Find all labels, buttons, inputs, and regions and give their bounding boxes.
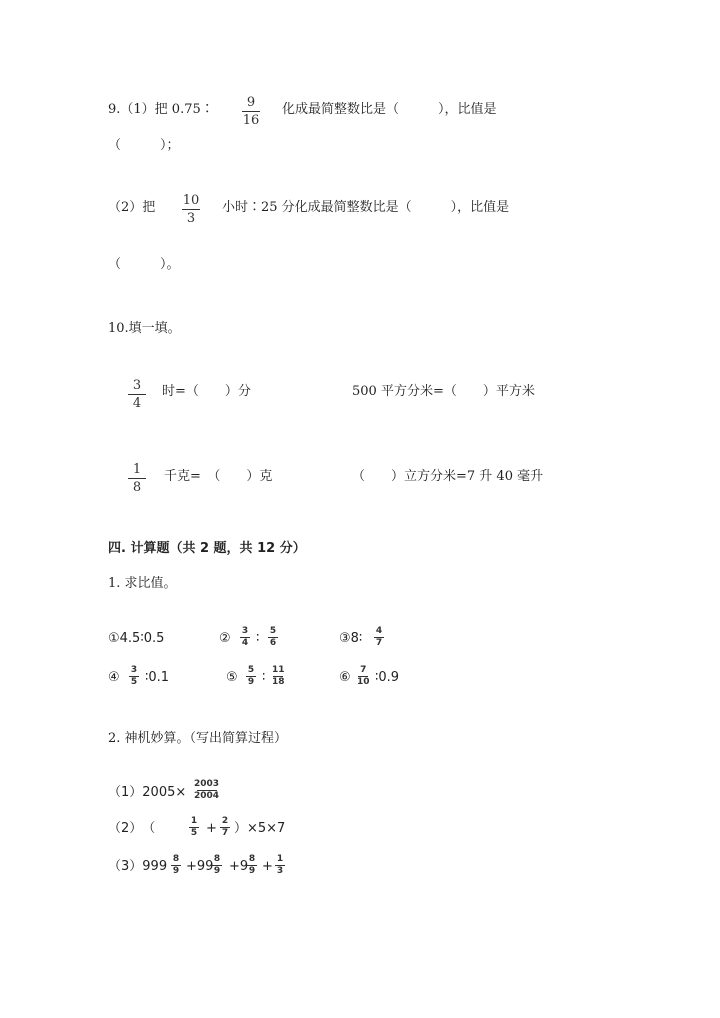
fraction-denominator: 16 — [242, 113, 260, 128]
fraction-numerator: 4 — [375, 626, 383, 636]
q2-title: 2. 神机妙算。（写出简算过程） — [108, 731, 288, 746]
q10-item-hours: 时=（ ）分 — [162, 384, 251, 399]
fraction-numerator: 5 — [247, 665, 255, 675]
fraction-numerator: 7 — [360, 665, 367, 675]
fraction-numerator: 10 — [182, 193, 200, 208]
fraction-denominator: 6 — [269, 638, 277, 648]
q2-expr-1-fraction — [194, 780, 219, 801]
fraction-numerator: 2 — [221, 816, 229, 826]
fraction-numerator: 1 — [190, 816, 198, 826]
fraction-bar — [242, 111, 260, 112]
q1-item-5-prefix: ⑤ — [226, 670, 238, 685]
q1-item-6-fraction — [357, 666, 370, 687]
q1-item-5-separator: ∶ — [262, 670, 266, 685]
q1-item-5-fraction-b — [272, 666, 285, 687]
fraction-numerator: 3 — [132, 378, 142, 393]
fraction-denominator: 9 — [247, 677, 255, 687]
q1-item-6-suffix: ∶0.9 — [375, 670, 400, 685]
fraction-denominator: 3 — [276, 866, 284, 876]
q1-item-5-fraction-a — [246, 666, 256, 687]
fraction-denominator: 9 — [248, 866, 256, 876]
fraction-numerator: 9 — [246, 95, 256, 110]
fraction-numerator: 5 — [269, 626, 277, 636]
q10-item-volume: （ ）立方分米=7 升 40 毫升 — [352, 469, 544, 484]
q10-item-mass: 千克= （ ）克 — [164, 469, 273, 484]
fraction-denominator: 9 — [213, 866, 221, 876]
q9-fraction-9-16 — [242, 96, 260, 127]
q10-fraction-3-4 — [128, 379, 146, 410]
fraction-numerator: 8 — [248, 854, 256, 864]
fraction-denominator: 4 — [132, 396, 142, 411]
fraction-denominator: 4 — [241, 638, 249, 648]
q9-fraction-10-3 — [182, 194, 200, 225]
q10-title: 10.填一填。 — [108, 321, 181, 336]
q1-item-6-prefix: ⑥ — [339, 670, 351, 685]
q9-part2-line2: （ ）。 — [108, 257, 180, 272]
fraction-denominator: 9 — [172, 866, 180, 876]
fraction-numerator: 2003 — [194, 779, 220, 789]
fraction-denominator: 5 — [190, 828, 198, 838]
q10-item-area: 500 平方分米=（ ）平方米 — [352, 384, 535, 399]
fraction-numerator: 8 — [213, 854, 221, 864]
q1-item-2-prefix: ② — [219, 631, 231, 646]
q1-title: 1. 求比值。 — [108, 576, 177, 591]
q9-part2-prefix: （2）把 — [108, 200, 156, 215]
q1-item-3-fraction — [374, 627, 384, 648]
fraction-numerator: 3 — [241, 626, 249, 636]
q2-expr-3-plus: + — [262, 859, 273, 874]
q9-part1-line2: （ ）； — [108, 138, 180, 153]
fraction-denominator: 2004 — [194, 791, 220, 801]
fraction-numerator: 1 — [276, 854, 284, 864]
q1-item-2-fraction-b — [268, 627, 278, 648]
q2-expr-3-term-99: +99 — [186, 859, 214, 874]
fraction-denominator: 18 — [272, 677, 285, 687]
fraction-denominator: 7 — [221, 828, 229, 838]
q2-expr-3-prefix: （3）999 — [108, 859, 168, 874]
q2-expr-3-fraction-c — [247, 855, 257, 876]
q1-item-2-separator: ∶ — [256, 631, 260, 646]
fraction-denominator: 3 — [186, 211, 196, 226]
q2-expr-2-prefix: （2） （ — [108, 821, 156, 836]
q1-item-2-fraction-a — [240, 627, 250, 648]
q2-expr-3-fraction-b — [212, 855, 222, 876]
q2-expr-2-fraction-a — [189, 817, 199, 838]
q9-part1-prefix: 9.（1）把 0.75∶ — [108, 102, 214, 117]
fraction-bar — [128, 394, 146, 395]
q2-expr-2-plus: + — [206, 821, 217, 836]
fraction-numerator: 3 — [130, 665, 138, 675]
q9-part1-text: 化成最简整数比是（ ），比值是 — [282, 102, 497, 117]
q1-item-4-prefix: ④ — [108, 670, 120, 685]
q9-part2-text: 小时∶25 分化成最简整数比是（ ），比值是 — [222, 200, 510, 215]
fraction-numerator: 8 — [172, 854, 180, 864]
fraction-denominator: 8 — [132, 480, 142, 495]
q2-expr-3-fraction-a — [171, 855, 181, 876]
fraction-numerator: 1 — [132, 462, 142, 477]
fraction-numerator: 11 — [272, 665, 285, 675]
q1-item-4-fraction — [129, 666, 139, 687]
section-heading: 四. 计算题（共 2 题，共 12 分） — [108, 541, 306, 556]
q1-item-4-suffix: ∶0.1 — [145, 670, 170, 685]
fraction-bar — [182, 209, 200, 210]
q10-fraction-1-8 — [128, 463, 146, 494]
q1-item-1: ①4.5∶0.5 — [108, 631, 165, 646]
fraction-denominator: 10 — [357, 677, 370, 687]
q2-expr-1-prefix: （1）2005× — [108, 785, 187, 800]
q2-expr-2-suffix: ）×5×7 — [234, 821, 286, 836]
fraction-denominator: 7 — [375, 638, 383, 648]
q2-expr-3-term-9: +9 — [229, 859, 249, 874]
fraction-bar — [128, 478, 146, 479]
q2-expr-3-fraction-d — [275, 855, 285, 876]
q1-item-3-prefix: ③8∶ — [339, 631, 363, 646]
fraction-denominator: 5 — [130, 677, 138, 687]
q2-expr-2-fraction-b — [220, 817, 230, 838]
